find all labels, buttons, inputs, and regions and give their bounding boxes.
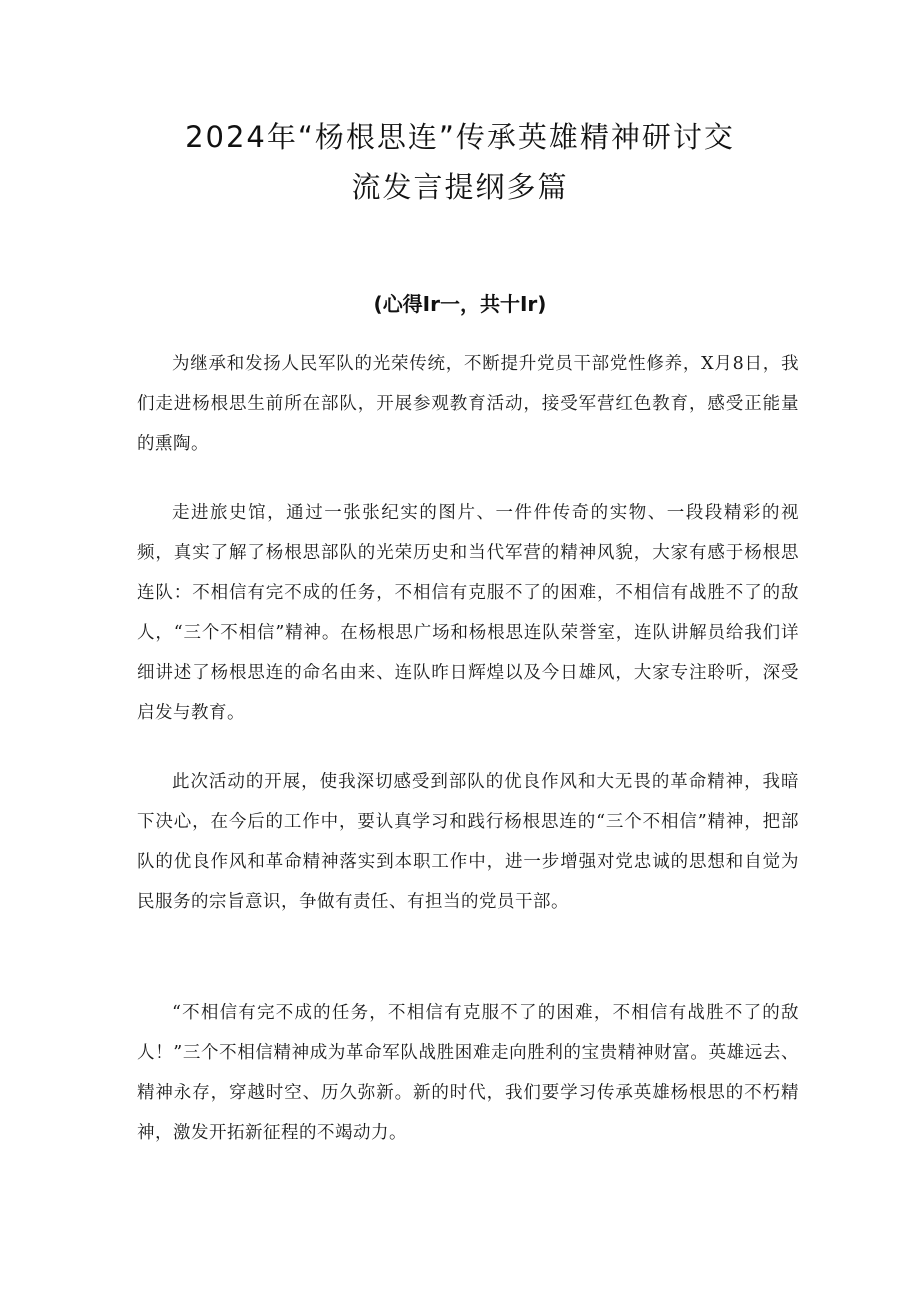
title-line-2: 流发言提纲多篇 [351,170,569,204]
body-paragraph-2: 走进旅史馆，通过一张张纪实的图片、一件件传奇的实物、一段段精彩的视频，真实了解了杨根思部队的光荣历史和当代军营的精神风貌，大家有感于杨根思连队：不相信有完不成的任务，不相信有克服不了的困难，不相信有战胜不了的敌人，“三个不相信”精神。在杨根思广场和杨根思连队荣誉室，连队讲解员给我们详细讲述了杨根思连的命名由来、连队昨日辉煌以及今日雄风，大家专注聆听，深受启发与教育。 [137,503,799,723]
body-paragraph-1: 为继承和发扬人民军队的光荣传统，不断提升党员干部党性修养，X月8日，我们走进杨根思生前所在部队，开展参观教育活动，接受军营红色教育，感受正能量的熏陶。 [137,354,799,454]
body-paragraph-4: “不相信有完不成的任务，不相信有克服不了的困难，不相信有战胜不了的敌人！”三个不相信精神成为革命军队战胜困难走向胜利的宝贵精神财富。英雄远去、精神永存，穿越时空、历久弥新。新的时代，我们要学习传承英雄杨根思的不朽精神，激发开拓新征程的不竭动力。 [137,1003,799,1143]
document-title [100,112,820,212]
body-paragraph-3: 此次活动的开展，使我深切感受到部队的优良作风和大无畏的革命精神，我暗下决心，在今后的工作中，要认真学习和践行杨根思连的“三个不相信”精神，把部队的优良作风和革命精神落实到本职工作中，进一步增强对党忠诚的思想和自觉为民服务的宗旨意识，争做有责任、有担当的党员干部。 [137,772,799,912]
document-subtitle: (心得Ir一，共十Ir) [373,292,547,316]
title-line-1: 2024年“杨根思连”传承英雄精神研讨交 [185,120,735,154]
